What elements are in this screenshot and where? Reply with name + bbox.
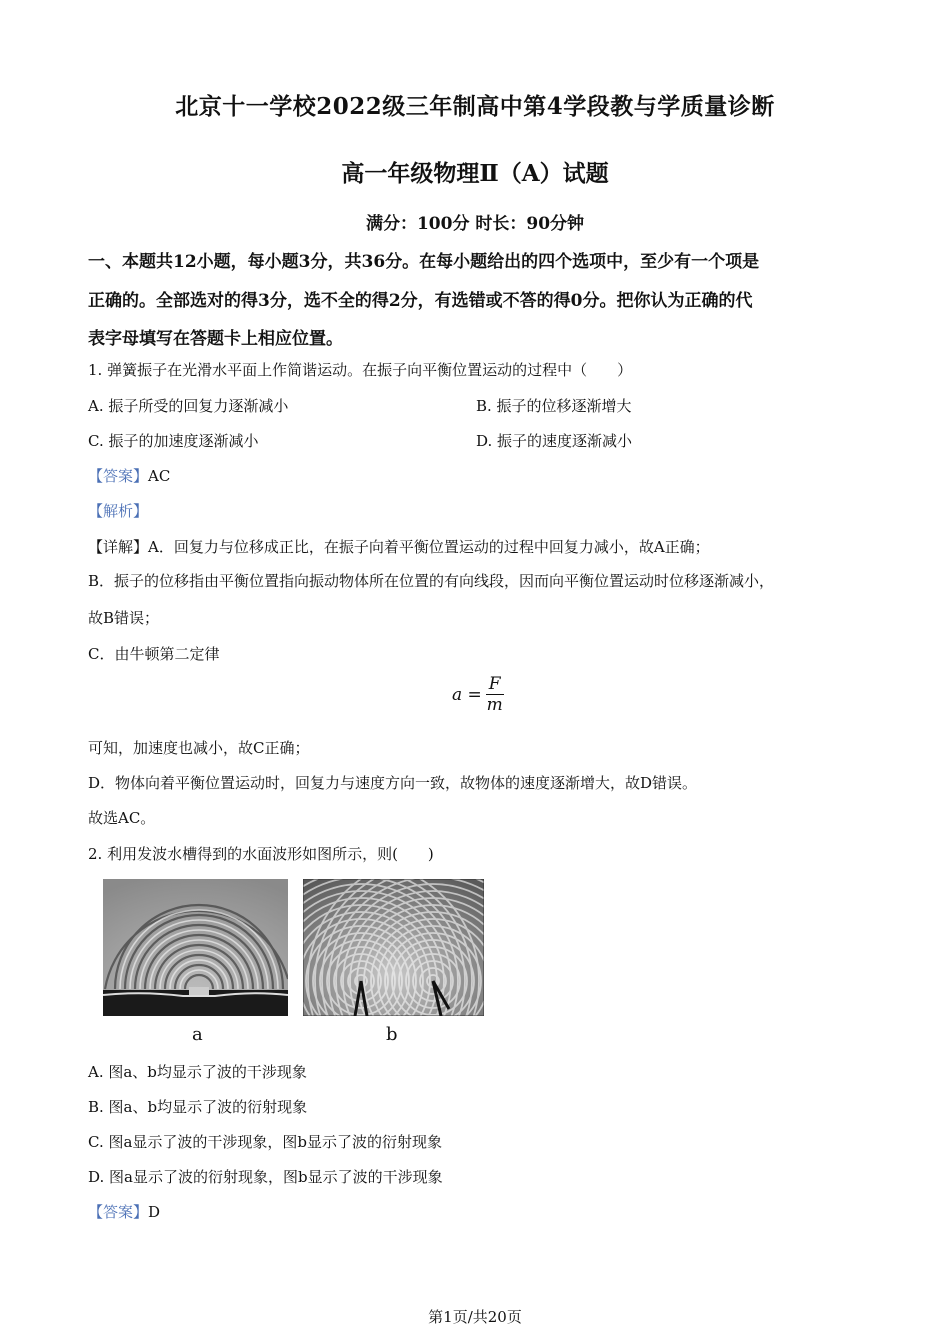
q1-option-b: B. 振子的位移逐渐增大 (476, 397, 632, 415)
q1-stem: 1. 弹簧振子在光滑水平面上作简谐运动。在振子向平衡位置运动的过程中（ ） (88, 361, 633, 379)
exam-title: 北京十一学校2022级三年制高中第4学段教与学质量诊断 (175, 93, 775, 120)
newton-formula (452, 674, 504, 715)
q2-option-a: A. 图a、b均显示了波的干涉现象 (88, 1063, 307, 1081)
exam-subtitle: 高一年级物理Ⅱ（A）试题 (341, 160, 609, 187)
section-intro-line1: 一、本题共12小题，每小题3分，共36分。在每小题给出的四个选项中，至少有一个项是 (88, 252, 760, 272)
q2-stem: 2. 利用发波水槽得到的水面波形如图所示，则( ) (88, 845, 434, 863)
formula-lhs: a = (452, 684, 482, 705)
q1-option-a: A. 振子所受的回复力逐渐减小 (88, 397, 289, 415)
q1-conclusion: 故选AC。 (88, 809, 156, 827)
figure-a-label: a (192, 1024, 203, 1045)
q1-detail-a (88, 536, 710, 557)
q1-detail-c2: 可知，加速度也减小，故C正确； (88, 739, 310, 757)
q1-detail-c1: C．由牛顿第二定律 (88, 645, 220, 663)
q1-detail-d: D．物体向着平衡位置运动时，回复力与速度方向一致，故物体的速度逐渐增大，故D错误。 (88, 774, 698, 792)
exam-meta: 满分：100分 时长：90分钟 (365, 214, 585, 234)
interference-figure (303, 879, 484, 1016)
q1-detail-b1: B．振子的位移指由平衡位置指向振动物体所在位置的有向线段，因而向平衡位置运动时位移逐渐减小， (88, 572, 775, 590)
detail-a-text: A．回复力与位移成正比，在振子向着平衡位置运动的过程中回复力减小，故A正确； (148, 538, 710, 556)
q1-answer (88, 465, 170, 486)
section-intro-line2: 正确的。全部选对的得3分，选不全的得2分，有选错或不答的得0分。把你认为正确的代 (88, 291, 753, 311)
q2-option-b: B. 图a、b均显示了波的衍射现象 (88, 1098, 308, 1116)
q2-option-c: C. 图a显示了波的干涉现象，图b显示了波的衍射现象 (88, 1133, 443, 1151)
answer-value: D (148, 1203, 161, 1221)
detail-tag: 【详解】 (88, 538, 149, 556)
q1-option-d: D. 振子的速度逐渐减小 (476, 432, 633, 450)
q1-detail-b2: 故B错误； (88, 609, 160, 627)
q2-answer (88, 1201, 160, 1222)
formula-denominator: m (486, 695, 503, 715)
formula-numerator: F (486, 674, 504, 695)
diffraction-figure (103, 879, 288, 1016)
answer-value: AC (148, 467, 171, 485)
page-footer: 第1页/共20页 (428, 1308, 522, 1326)
q1-analysis-tag: 【解析】 (88, 502, 149, 520)
section-intro-line3: 表字母填写在答题卡上相应位置。 (88, 329, 343, 349)
answer-tag: 【答案】 (88, 467, 149, 485)
q2-option-d: D. 图a显示了波的衍射现象，图b显示了波的干涉现象 (88, 1168, 443, 1186)
q1-option-c: C. 振子的加速度逐渐减小 (88, 432, 259, 450)
answer-tag: 【答案】 (88, 1203, 149, 1221)
figure-b-label: b (386, 1024, 398, 1045)
